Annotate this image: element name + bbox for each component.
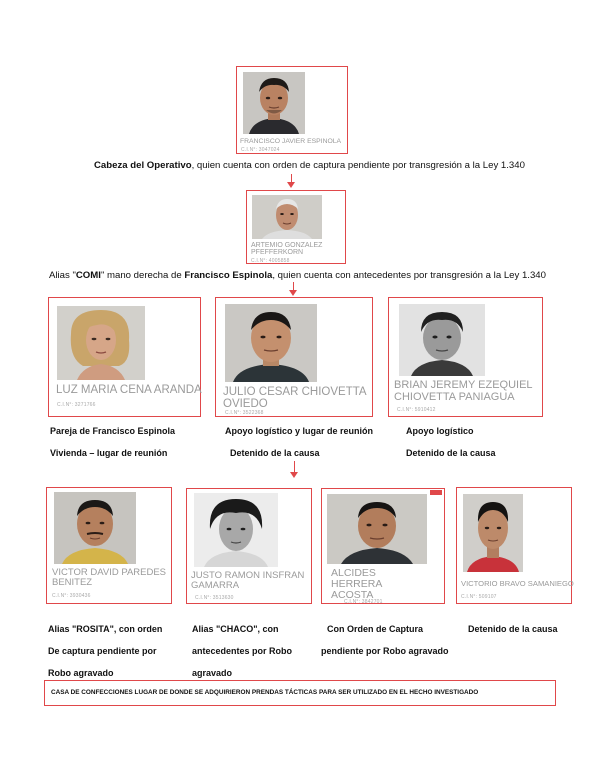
corner-tag (430, 490, 442, 495)
person-card-francisco-espinola (236, 66, 348, 154)
role-label: Con Orden de Captura (327, 624, 424, 634)
mugshot-photo (399, 304, 485, 376)
person-card-artemio-gonzalez (246, 190, 346, 264)
mugshot-photo (243, 72, 305, 134)
role-label: Vivienda – lugar de reunión (50, 448, 168, 458)
mugshot-photo (327, 494, 427, 564)
mugshot-photo (252, 195, 322, 239)
person-card-victor-david-paredes (46, 487, 172, 604)
role-label: agravado (192, 668, 233, 678)
role-label: pendiente por Robo agravado (321, 646, 449, 656)
person-name: ALCIDES HERRERA ACOSTA (331, 567, 383, 602)
person-name: JULIO CESAR CHIOVETTA OVIEDO (223, 386, 367, 411)
mugshot-photo (54, 492, 136, 564)
role-label: Detenido de la causa (406, 448, 496, 458)
person-card-victorio-bravo (456, 487, 572, 604)
person-name: BRIAN JEREMY EZEQUIEL CHIOVETTA PANIAGUA (394, 379, 533, 403)
caption-alias-comi: Alias "COMI" mano derecha de Francisco Espinola, quien cuenta con antecedentes por transgresión a la Ley 1.340 (49, 270, 546, 281)
caption-cabeza-operativo: Cabeza del Operativo, quien cuenta con orden de captura pendiente por transgresión a la Ley 1.340 (94, 160, 525, 171)
person-card-luz-maria-cena (48, 297, 201, 417)
role-label: Apoyo logístico y lugar de reunión (225, 426, 374, 436)
role-label: Apoyo logístico (406, 426, 474, 436)
person-id: C.I.N°: 3047024 (241, 147, 280, 153)
mugshot-photo (194, 493, 278, 567)
person-name: ARTEMIO GONZALEZ PFEFFERKORN (251, 242, 323, 257)
person-name: FRANCISCO JAVIER ESPINOLA (240, 138, 342, 145)
role-label: Alias "CHACO", con (192, 624, 279, 634)
person-id: C.I.N°: 3513630 (195, 595, 234, 601)
person-card-julio-cesar-chiovetta (215, 297, 373, 417)
person-name: VICTORIO BRAVO SAMANIEGO (461, 579, 574, 588)
footer-note-box: CASA DE CONFECCIONES LUGAR DE DONDE SE ADQUIRIERON PRENDAS TÁCTICAS PARA SER UTILIZADO EN EL HECHO INVESTIGADO (44, 680, 556, 706)
role-label: De captura pendiente por (48, 646, 157, 656)
role-label: Detenido de la causa (468, 624, 558, 634)
person-id: C.I.N°: 4005858 (251, 258, 290, 264)
person-card-justo-ramon-insfran (186, 488, 312, 604)
person-card-brian-jeremy-chiovetta (388, 297, 543, 417)
person-card-alcides-herrera (321, 488, 445, 604)
person-name: JUSTO RAMON INSFRAN GAMARRA (191, 570, 305, 591)
mugshot-photo (463, 494, 523, 572)
person-name: VICTOR DAVID PAREDES BENITEZ (52, 567, 167, 588)
mugshot-photo (225, 304, 317, 382)
person-id: C.I.N°: 3842701 (344, 599, 383, 605)
role-label: Detenido de la causa (230, 448, 320, 458)
role-label: Robo agravado (48, 668, 114, 678)
person-id: C.I.N°: 3271766 (57, 402, 96, 408)
person-name: LUZ MARIA CENA ARANDA (56, 384, 202, 396)
mugshot-photo (57, 306, 145, 380)
role-label: Alias "ROSITA", con orden (48, 624, 163, 634)
role-label: antecedentes por Robo (192, 646, 293, 656)
person-id: C.I.N°: 5910412 (397, 407, 436, 413)
person-id: C.I.N°: 3930436 (52, 593, 91, 599)
person-id: C.I.N°: 3522368 (225, 410, 264, 416)
person-id: C.I.N°: 509107 (461, 594, 497, 600)
role-label: Pareja de Francisco Espinola (50, 426, 176, 436)
